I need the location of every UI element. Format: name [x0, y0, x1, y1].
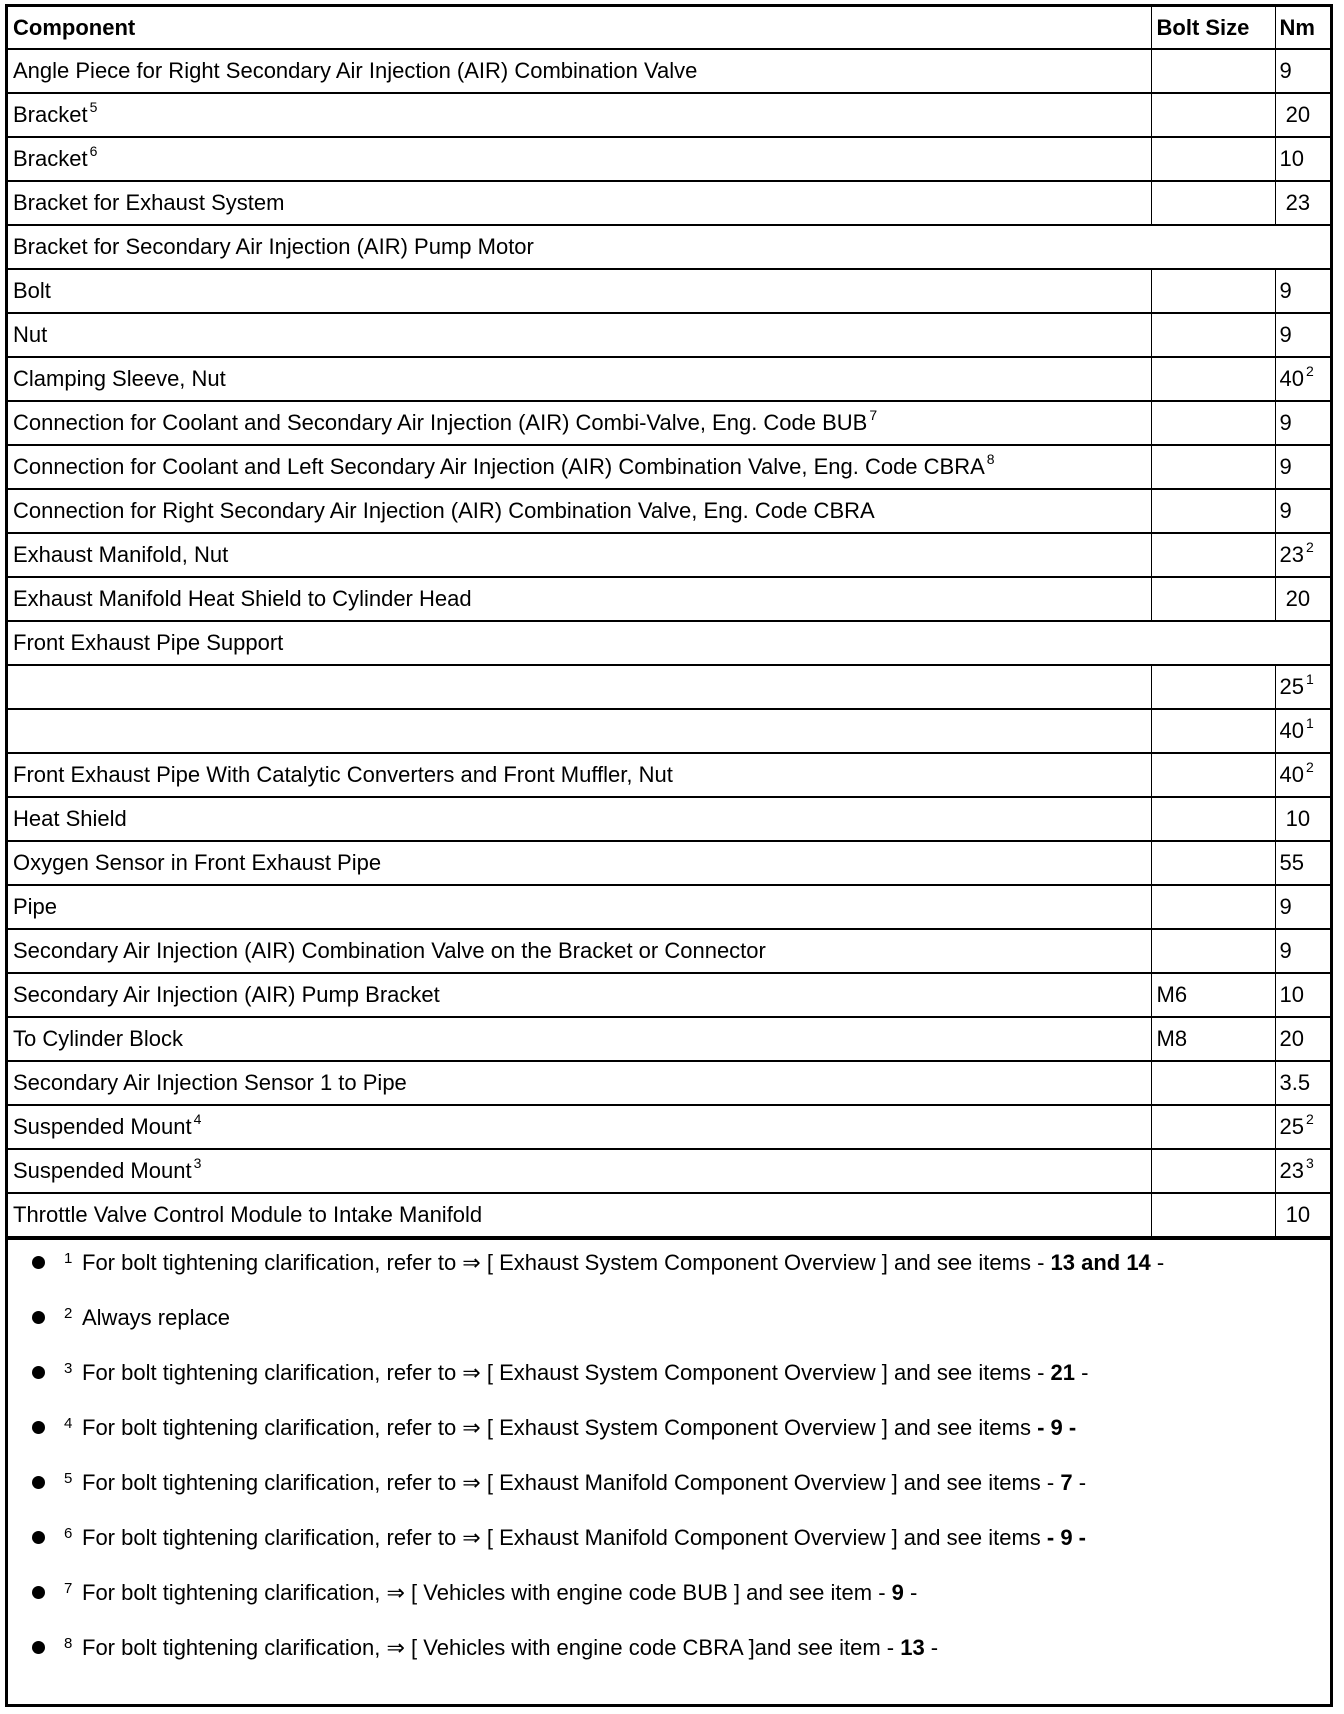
bolt-size-cell — [1151, 49, 1275, 93]
torque-nm-cell — [1275, 49, 1330, 93]
component-cell — [8, 929, 1151, 973]
torque-nm-cell — [1275, 1061, 1330, 1105]
bullet-icon — [32, 1256, 45, 1269]
torque-value: 9 — [1279, 322, 1292, 347]
table-row — [8, 137, 1330, 181]
torque-nm-cell — [1275, 797, 1330, 841]
torque-nm-cell — [1275, 577, 1330, 621]
torque-value: 9 — [1279, 454, 1292, 479]
table-group-row — [8, 621, 1330, 665]
torque-value: 40 — [1279, 762, 1304, 787]
footnote-ref: 2 — [1305, 362, 1314, 379]
footnote-item-ref: 13 and 14 — [1050, 1250, 1151, 1275]
torque-value: 10 — [1279, 1202, 1311, 1227]
component-cell — [8, 753, 1151, 797]
table-row — [8, 797, 1330, 841]
component-name: Bracket — [13, 146, 88, 171]
footnote-tail: - — [1150, 1250, 1165, 1275]
table-row — [8, 181, 1330, 225]
component-name: Exhaust Manifold Heat Shield to Cylinder Head — [13, 586, 472, 611]
bolt-size-cell — [1151, 753, 1275, 797]
component-cell — [8, 225, 1330, 269]
torque-value: 20 — [1279, 586, 1311, 611]
component-name: Throttle Valve Control Module to Intake Manifold — [13, 1202, 483, 1227]
component-cell — [8, 973, 1151, 1017]
component-name: Exhaust Manifold, Nut — [13, 542, 229, 567]
column-header-nm: Nm — [1275, 7, 1330, 49]
torque-value: 10 — [1279, 806, 1311, 831]
table-row — [8, 357, 1330, 401]
bullet-icon — [32, 1641, 45, 1654]
footnote-item — [8, 1413, 1330, 1468]
table-row — [8, 533, 1330, 577]
torque-nm-cell — [1275, 533, 1330, 577]
bolt-size-cell — [1151, 665, 1275, 709]
torque-nm-cell — [1275, 1105, 1330, 1149]
component-cell — [8, 841, 1151, 885]
component-name: Secondary Air Injection (AIR) Pump Bracket — [13, 982, 440, 1007]
torque-nm-cell — [1275, 753, 1330, 797]
component-name: Pipe — [13, 894, 58, 919]
table-row — [8, 577, 1330, 621]
bullet-icon — [32, 1311, 45, 1324]
column-header-component: Component — [8, 7, 1151, 49]
footnote-item-ref: - 9 - — [1037, 1415, 1077, 1440]
bolt-size-cell — [1151, 1105, 1275, 1149]
torque-value: 23 — [1279, 1158, 1304, 1183]
footnote-text: For bolt tightening clarification, refer to ⇒ [ Exhaust System Component Overview ] and see items - — [82, 1360, 1051, 1385]
torque-value: 25 — [1279, 674, 1304, 699]
footnote-tail: - — [903, 1580, 918, 1605]
footnote-ref: 2 — [1305, 1110, 1314, 1127]
torque-value: 23 — [1279, 190, 1311, 215]
footnote-text: For bolt tightening clarification, ⇒ [ Vehicles with engine code BUB ] and see item - — [82, 1580, 892, 1605]
table-row — [8, 49, 1330, 93]
table-row — [8, 841, 1330, 885]
torque-value: 9 — [1279, 498, 1292, 523]
table-row — [8, 1149, 1330, 1193]
footnote-ref: 7 — [869, 406, 878, 423]
table-group-row — [8, 225, 1330, 269]
torque-value: 10 — [1279, 982, 1304, 1007]
footnote-item — [8, 1303, 1330, 1358]
component-cell — [8, 1105, 1151, 1149]
footnote-ref: 1 — [1305, 670, 1314, 687]
bolt-size-cell — [1151, 577, 1275, 621]
footnote-number: 4 — [64, 1415, 73, 1432]
footnote-tail: - — [1075, 1360, 1089, 1385]
component-name: To Cylinder Block — [13, 1026, 183, 1051]
component-cell — [8, 1061, 1151, 1105]
bolt-size-cell — [1151, 445, 1275, 489]
footnote-ref: 1 — [1305, 714, 1314, 731]
bolt-size-cell — [1151, 533, 1275, 577]
component-cell — [8, 621, 1330, 665]
component-cell — [8, 313, 1151, 357]
table-row — [8, 401, 1330, 445]
bolt-size-cell: M6 — [1151, 973, 1275, 1017]
bolt-size-cell — [1151, 1061, 1275, 1105]
footnote-number: 8 — [64, 1635, 73, 1652]
torque-nm-cell — [1275, 665, 1330, 709]
torque-value: 3.5 — [1279, 1070, 1311, 1095]
torque-nm-cell — [1275, 709, 1330, 753]
table-row — [8, 929, 1330, 973]
footnote-item — [8, 1358, 1330, 1413]
component-cell — [8, 181, 1151, 225]
bullet-icon — [32, 1421, 45, 1434]
component-name: Bracket for Secondary Air Injection (AIR) Pump Motor — [13, 234, 534, 259]
component-cell — [8, 93, 1151, 137]
table-row — [8, 885, 1330, 929]
component-name: Front Exhaust Pipe Support — [13, 630, 284, 655]
bolt-size-cell — [1151, 1193, 1275, 1237]
component-name: Heat Shield — [13, 806, 127, 831]
footnote-ref: 3 — [193, 1154, 202, 1171]
bolt-size-cell — [1151, 93, 1275, 137]
torque-value: 40 — [1279, 718, 1304, 743]
component-name: Secondary Air Injection (AIR) Combination Valve on the Bracket or Connector — [13, 938, 766, 963]
component-name: Angle Piece for Right Secondary Air Injection (AIR) Combination Valve — [13, 58, 698, 83]
bolt-size-cell — [1151, 929, 1275, 973]
component-name: Secondary Air Injection Sensor 1 to Pipe — [13, 1070, 407, 1095]
component-name: Bolt — [13, 278, 51, 303]
torque-nm-cell — [1275, 1017, 1330, 1061]
bullet-icon — [32, 1476, 45, 1489]
torque-nm-cell — [1275, 357, 1330, 401]
torque-nm-cell — [1275, 313, 1330, 357]
component-name: Connection for Right Secondary Air Injection (AIR) Combination Valve, Eng. Code CBRA — [13, 498, 875, 523]
torque-value: 25 — [1279, 1114, 1304, 1139]
torque-value: 10 — [1279, 146, 1304, 171]
footnote-item — [8, 1578, 1330, 1633]
torque-nm-cell — [1275, 137, 1330, 181]
table-row — [8, 313, 1330, 357]
bolt-size-cell — [1151, 313, 1275, 357]
torque-value: 9 — [1279, 278, 1292, 303]
torque-spec-table — [8, 7, 1330, 1238]
torque-nm-cell — [1275, 929, 1330, 973]
torque-nm-cell — [1275, 401, 1330, 445]
bolt-size-cell — [1151, 269, 1275, 313]
footnote-ref: 4 — [193, 1110, 202, 1127]
component-name: Connection for Coolant and Secondary Air Injection (AIR) Combi-Valve, Eng. Code BUB — [13, 410, 868, 435]
footnote-text: Always replace — [82, 1305, 230, 1330]
component-cell — [8, 1193, 1151, 1237]
torque-nm-cell — [1275, 269, 1330, 313]
footnote-ref: 2 — [1305, 538, 1314, 555]
component-cell — [8, 137, 1151, 181]
table-row — [8, 1017, 1330, 1061]
footnote-item — [8, 1523, 1330, 1578]
footnote-item-ref: 7 — [1060, 1470, 1073, 1495]
torque-nm-cell — [1275, 489, 1330, 533]
component-cell — [8, 269, 1151, 313]
table-row — [8, 1061, 1330, 1105]
component-name: Suspended Mount — [13, 1158, 192, 1183]
bolt-size-cell — [1151, 1149, 1275, 1193]
torque-nm-cell — [1275, 93, 1330, 137]
bolt-size-cell — [1151, 709, 1275, 753]
torque-nm-cell — [1275, 885, 1330, 929]
footnote-item-ref: 13 — [900, 1635, 925, 1660]
table-row — [8, 753, 1330, 797]
table-row — [8, 709, 1330, 753]
bolt-size-cell — [1151, 841, 1275, 885]
footnote-number: 3 — [64, 1360, 73, 1377]
component-cell — [8, 577, 1151, 621]
torque-nm-cell — [1275, 1149, 1330, 1193]
torque-value: 9 — [1279, 410, 1292, 435]
torque-nm-cell — [1275, 1193, 1330, 1237]
footnote-ref: 5 — [89, 98, 98, 115]
footnote-text: For bolt tightening clarification, refer to ⇒ [ Exhaust System Component Overview ] and see items - — [82, 1250, 1051, 1275]
footnote-text: For bolt tightening clarification, refer to ⇒ [ Exhaust System Component Overview ] and see items — [82, 1415, 1038, 1440]
table-body — [8, 49, 1330, 1237]
footnote-item — [8, 1248, 1330, 1303]
torque-value: 55 — [1279, 850, 1304, 875]
component-cell — [8, 885, 1151, 929]
component-name: Connection for Coolant and Left Secondary Air Injection (AIR) Combination Valve, Eng. Code CBRA — [13, 454, 985, 479]
component-name: Bracket for Exhaust System — [13, 190, 285, 215]
footnote-item-ref: 21 — [1050, 1360, 1075, 1385]
torque-value: 9 — [1279, 58, 1292, 83]
table-row — [8, 445, 1330, 489]
component-name: Bracket — [13, 102, 88, 127]
footnote-tail: - — [1072, 1470, 1087, 1495]
footnote-item-ref: - 9 - — [1046, 1525, 1087, 1550]
table-row — [8, 973, 1330, 1017]
footnote-ref: 8 — [986, 450, 995, 467]
component-cell — [8, 445, 1151, 489]
torque-value: 20 — [1279, 102, 1311, 127]
torque-value: 20 — [1279, 1026, 1304, 1051]
table-row — [8, 1193, 1330, 1237]
footnote-number: 6 — [64, 1525, 73, 1542]
bullet-icon — [32, 1366, 45, 1379]
footnote-ref: 3 — [1305, 1154, 1314, 1171]
component-cell — [8, 401, 1151, 445]
torque-nm-cell — [1275, 973, 1330, 1017]
component-cell — [8, 49, 1151, 93]
footnote-text: For bolt tightening clarification, ⇒ [ Vehicles with engine code CBRA ]and see item - — [82, 1635, 901, 1660]
component-cell — [8, 709, 1151, 753]
footnotes-list — [8, 1238, 1330, 1688]
torque-value: 9 — [1279, 894, 1292, 919]
component-cell — [8, 1149, 1151, 1193]
column-header-bolt-size: Bolt Size — [1151, 7, 1275, 49]
component-cell — [8, 357, 1151, 401]
bullet-icon — [32, 1531, 45, 1544]
table-row — [8, 489, 1330, 533]
component-cell — [8, 665, 1151, 709]
table-row — [8, 269, 1330, 313]
component-name: Nut — [13, 322, 48, 347]
torque-nm-cell — [1275, 841, 1330, 885]
table-row — [8, 665, 1330, 709]
footnote-text: For bolt tightening clarification, refer to ⇒ [ Exhaust Manifold Component Overview ] and see items — [82, 1525, 1047, 1550]
footnote-number: 5 — [64, 1470, 73, 1487]
bolt-size-cell — [1151, 885, 1275, 929]
component-cell — [8, 489, 1151, 533]
bolt-size-cell — [1151, 489, 1275, 533]
footnote-ref: 2 — [1305, 758, 1314, 775]
footnote-item — [8, 1468, 1330, 1523]
footnote-number: 7 — [64, 1580, 73, 1597]
torque-value: 40 — [1279, 366, 1304, 391]
bolt-size-cell — [1151, 181, 1275, 225]
component-cell — [8, 1017, 1151, 1061]
table-row — [8, 1105, 1330, 1149]
bolt-size-cell — [1151, 401, 1275, 445]
bolt-size-cell: M8 — [1151, 1017, 1275, 1061]
torque-value: 23 — [1279, 542, 1304, 567]
table-row — [8, 93, 1330, 137]
torque-value: 9 — [1279, 938, 1292, 963]
footnote-text: For bolt tightening clarification, refer to ⇒ [ Exhaust Manifold Component Overview ] and see items - — [82, 1470, 1061, 1495]
table-header-row — [8, 7, 1330, 49]
footnote-item-ref: 9 — [891, 1580, 904, 1605]
footnote-number: 2 — [64, 1305, 73, 1322]
component-name: Clamping Sleeve, Nut — [13, 366, 226, 391]
component-name: Oxygen Sensor in Front Exhaust Pipe — [13, 850, 382, 875]
footnote-number: 1 — [64, 1250, 73, 1267]
component-cell — [8, 533, 1151, 577]
component-name: Suspended Mount — [13, 1114, 192, 1139]
footnote-item — [8, 1633, 1330, 1688]
bolt-size-cell — [1151, 357, 1275, 401]
bolt-size-cell — [1151, 797, 1275, 841]
torque-nm-cell — [1275, 445, 1330, 489]
footnote-tail: - — [924, 1635, 939, 1660]
bullet-icon — [32, 1586, 45, 1599]
torque-nm-cell — [1275, 181, 1330, 225]
component-cell — [8, 797, 1151, 841]
torque-spec-document — [5, 4, 1333, 1707]
component-name: Front Exhaust Pipe With Catalytic Converters and Front Muffler, Nut — [13, 762, 673, 787]
footnote-ref: 6 — [89, 142, 98, 159]
bolt-size-cell — [1151, 137, 1275, 181]
